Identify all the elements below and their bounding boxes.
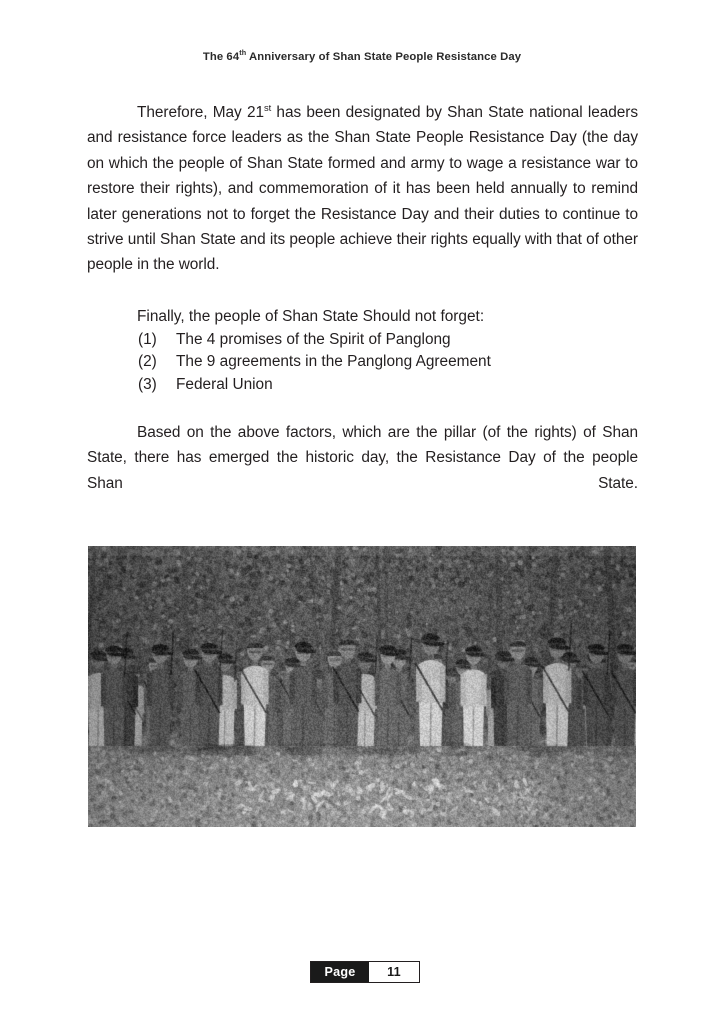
body-text-block: [87, 100, 638, 521]
paragraph-therefore: [87, 100, 638, 278]
page-label: Page: [311, 962, 369, 982]
page-number-footer: [310, 961, 420, 983]
running-header-ordinal: th: [239, 48, 247, 58]
numbered-list: [87, 329, 638, 396]
paragraph-therefore-lead: Therefore, May 21: [137, 104, 264, 121]
photograph-image: [88, 546, 636, 827]
list-item-label: The 4 promises of the Spirit of Panglong: [176, 331, 451, 349]
finally-intro-line: Finally, the people of Shan State Should not forget:: [137, 307, 485, 325]
paragraph-therefore-ordinal: st: [263, 101, 272, 113]
running-header: [0, 50, 724, 64]
paragraph-based-on: Based on the above factors, which are the pillar (of the rights) of Shan State, there has emerged the historic day, the Resistance Day of the people Shan State.: [87, 423, 638, 492]
list-item: [87, 329, 638, 351]
page-number-value: 11: [369, 962, 419, 982]
list-item: [87, 351, 638, 373]
spacer: [87, 278, 638, 304]
list-item-label: Federal Union: [176, 375, 273, 393]
paragraph-therefore-tail: has been designated by Shan State national leaders and resistance force leaders as the Shan State People Resistance Day (the day on which the people of Shan State formed and army to wage a resistance war to restore their rights), and commemoration of it has been held annually to remind later generations not to forget the Resistance Day and their duties to continue to strive until Shan State and its people achieve their rights equally with that of other people in the world.: [87, 104, 638, 274]
spacer: [87, 396, 638, 420]
list-item-label: The 9 agreements in the Panglong Agreement: [176, 353, 491, 371]
list-item-number: (1): [138, 331, 157, 349]
running-header-prefix: The 64: [202, 51, 240, 63]
list-item: [87, 374, 638, 396]
historical-photograph: [88, 546, 636, 827]
list-item-number: (3): [138, 375, 157, 393]
running-header-rest: Anniversary of Shan State People Resistance Day: [246, 51, 522, 63]
list-item-number: (2): [138, 353, 157, 371]
